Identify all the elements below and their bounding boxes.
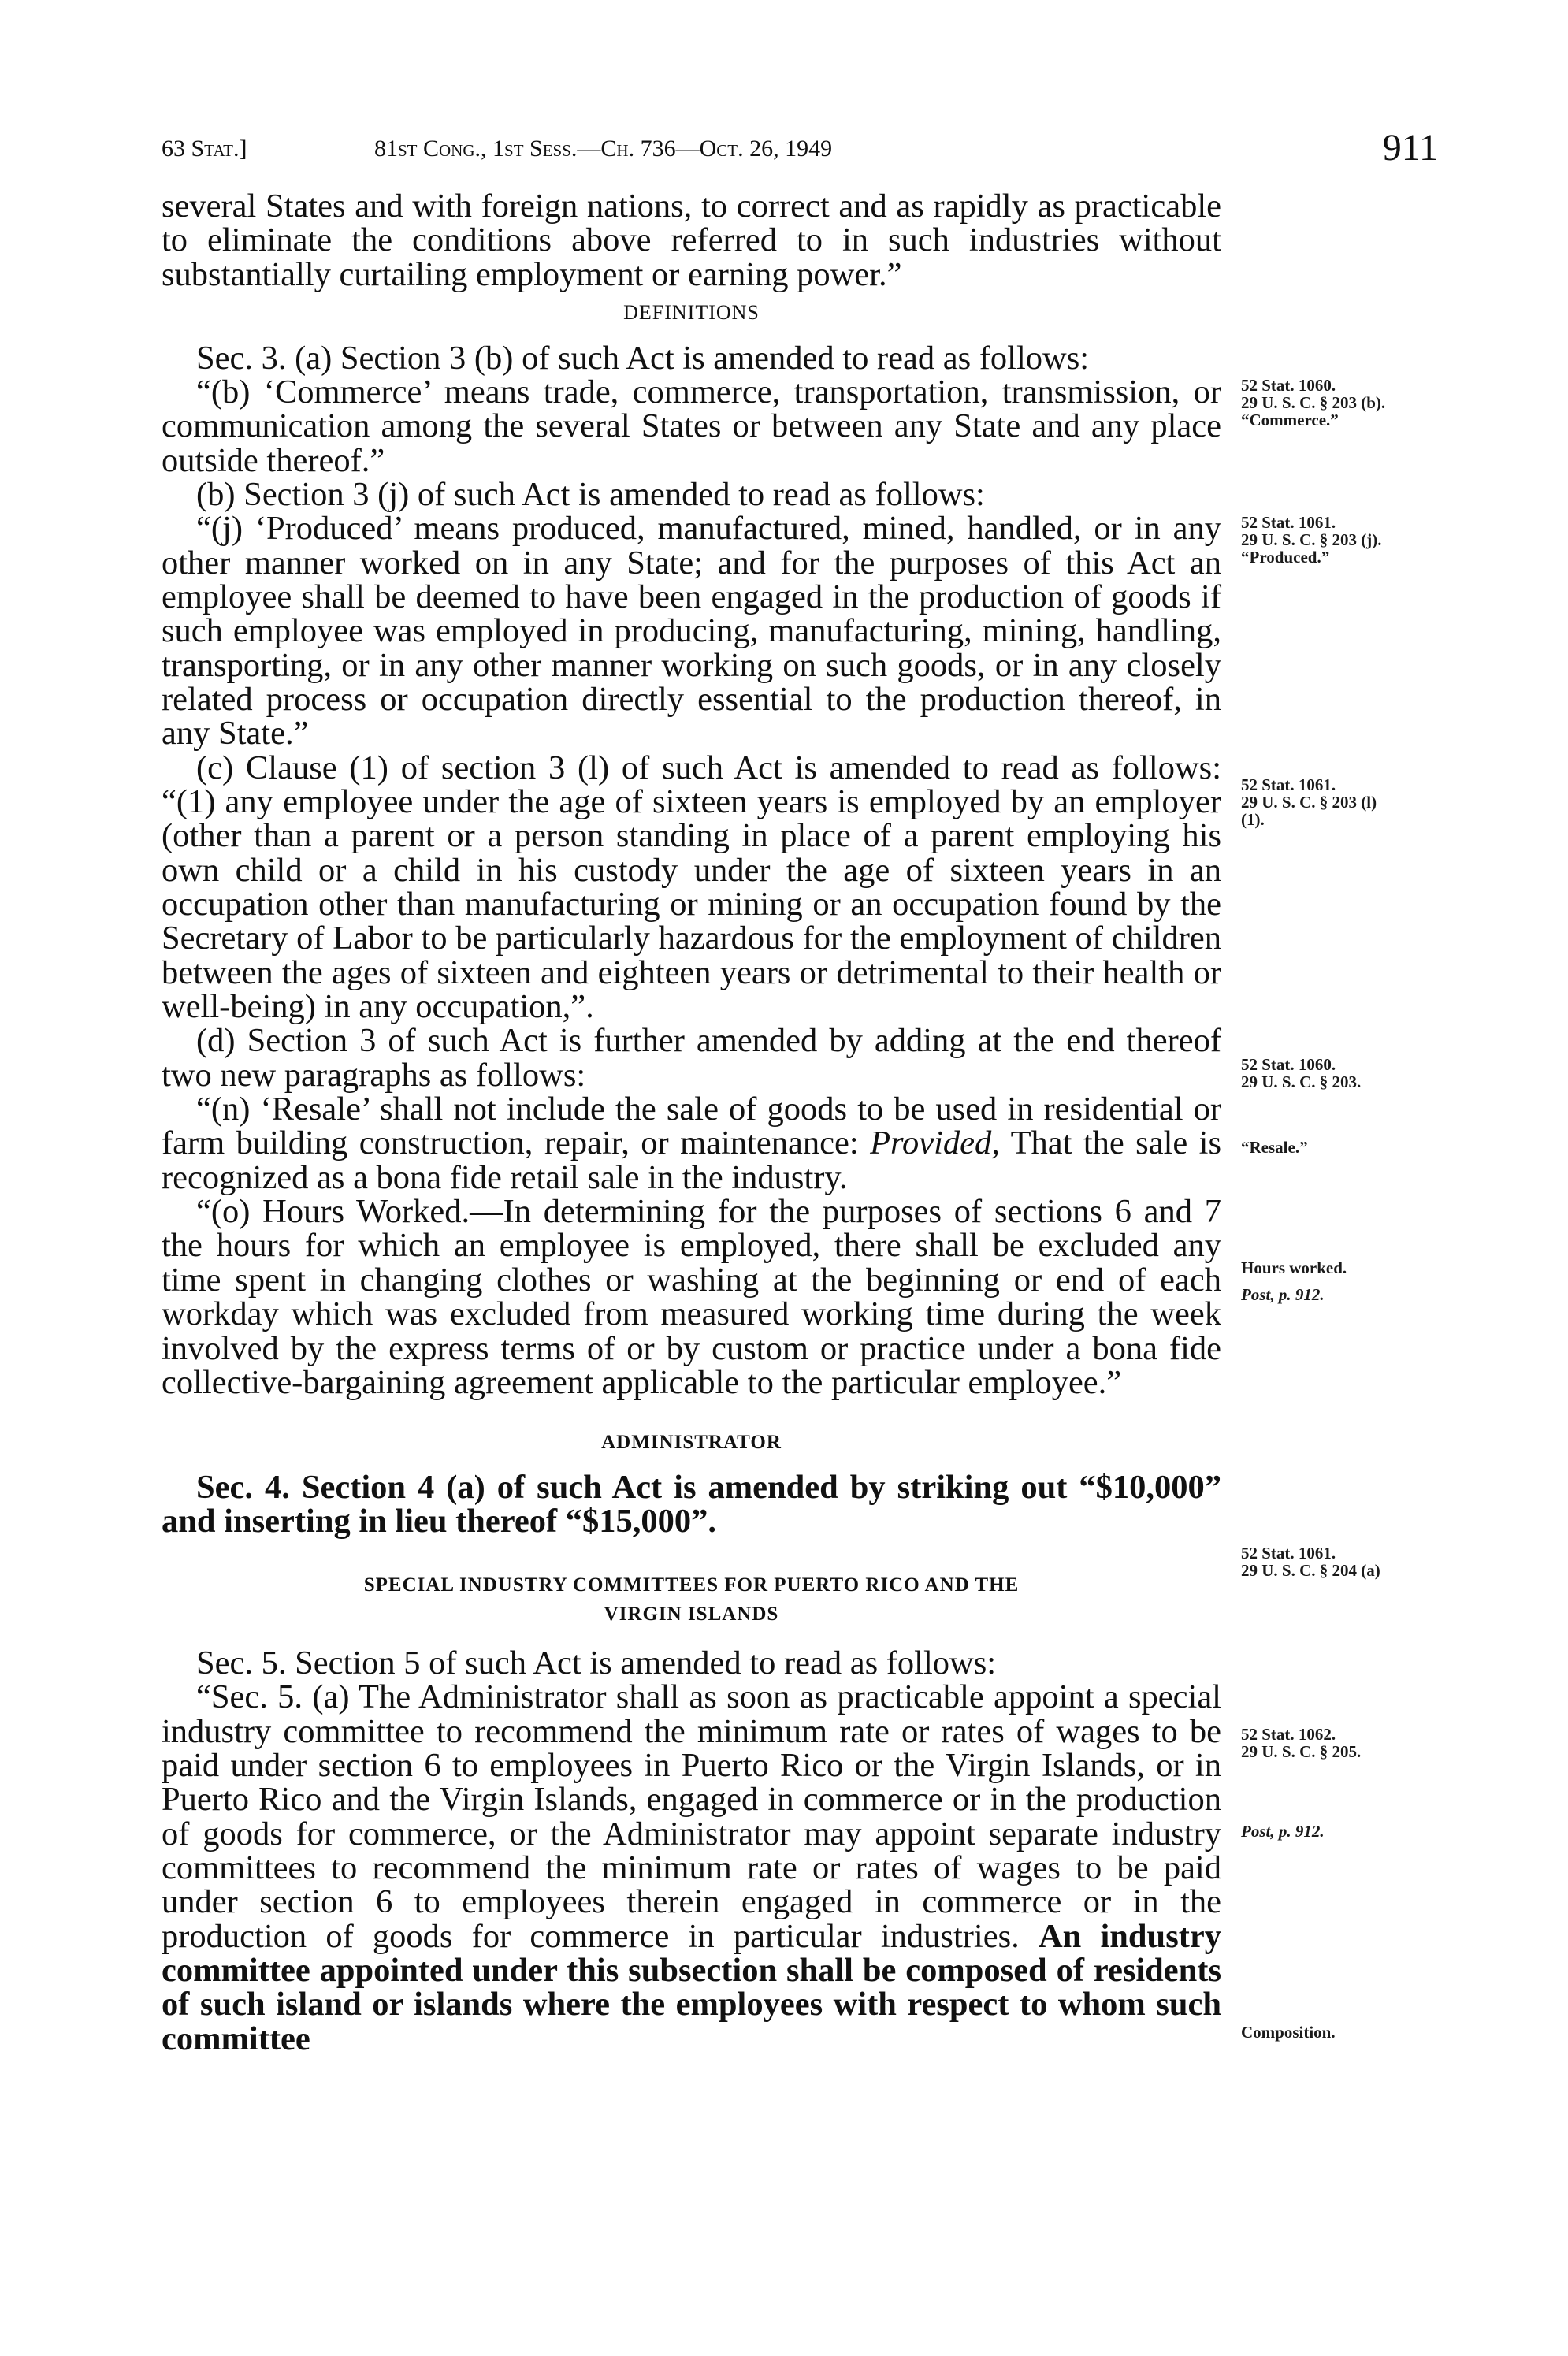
body-text xyxy=(162,189,1221,2056)
margin-note-sec5: 52 Stat. 1062. 29 U. S. C. § 205. xyxy=(1241,1725,1362,1762)
sec3-a: Sec. 3. (a) Section 3 (b) of such Act is amended to read as follows: xyxy=(196,339,1090,377)
sec4: Sec. 4. Section 4 (a) of such Act is amended by striking out “$10,000” and inserting in lieu thereof “$15,000”. xyxy=(162,1468,1221,1540)
sec3-b-text: “(j) ‘Produced’ means produced, manufactured, mined, handled, or in any other manner worked on in any State; and for the purposes of this Act an employee shall be deemed to have been engaged in the production of goods if such employee was employed in producing, manufacturing, mining, handling, transporting, or in any other manner working on such goods, or in any closely related process or occupation directly essential to the production thereof, in any State.” xyxy=(162,510,1221,753)
margin-note-hours-worked: Hours worked. xyxy=(1241,1258,1347,1277)
opening-paragraph: several States and with foreign nations, to correct and as rapidly as practicable to eliminate the conditions above referred to in such industries without substantially curtailing employment or earning power.” xyxy=(162,188,1221,293)
special-heading-line1: SPECIAL INDUSTRY COMMITTEES FOR PUERTO RICO AND THE xyxy=(363,1574,1020,1596)
margin-note-commerce: 52 Stat. 1060. 29 U. S. C. § 203 (b). “Commerce.” xyxy=(1241,376,1386,430)
sec5-a-text: “Sec. 5. (a) The Administrator shall as soon as practicable appoint a special industry committee to recommend the minimum rate or rates of wages to be paid under section 6 to employees in Puerto Rico or the Virgin Islands, or in Puerto Rico and the Virgin Islands, engaged in commerce or in the production of goods for commerce, or the Administrator may appoint separate industry committees to recommend the minimum rate or rates of wages to be paid under section 6 to employees therein engaged in commerce or in the production of goods for commerce in particular industries. xyxy=(162,1678,1221,1955)
margin-note-post-912: Post, p. 912. xyxy=(1241,1285,1325,1304)
sec3-n-provided: Provided, xyxy=(870,1124,1000,1162)
special-heading-line2: VIRGIN ISLANDS xyxy=(604,1603,779,1625)
administrator-heading: ADMINISTRATOR xyxy=(601,1432,782,1454)
sec3-c: (c) Clause (1) of section 3 (l) of such Act is amended to read as follows: “(1) any employee under the age of sixteen years is employed by an employer (other than a parent or a person standing in place of a parent employing his own child or a child in his custody under the age of sixteen years in an occupation other than manufacturing or mining or an occupation found by the Secretary of Labor to be particularly hazardous for the employment of children between the ages of sixteen and eighteen years or detrimental to their health or well-being) in any occupation,”. xyxy=(162,749,1221,1026)
congress-session-chapter: 81st Cong., 1st Sess.—Ch. 736—Oct. 26, 1949 xyxy=(374,136,833,162)
statute-volume: 63 Stat.] xyxy=(162,136,247,162)
definitions-heading: DEFINITIONS xyxy=(623,301,760,325)
sec3-o: “(o) Hours Worked.—In determining for the purposes of sections 6 and 7 the hours for which an employee is employed, there shall be excluded any time spent in changing clothes or washing at the beginning or end of each workday which was excluded from measured working time during the week involved by the express terms of or by custom or practice under a bona fide collective-bargaining agreement applicable to the particular employee.” xyxy=(162,1193,1221,1401)
sec5-a-bold: An industry committee appointed under this subsection shall be composed of residents of such island or islands where the employees with respect to whom such committee xyxy=(162,1917,1222,2057)
sec3-n-end: That the sale is recognized as a bona fide retail sale in the industry. xyxy=(162,1124,1222,1196)
sec5-a xyxy=(162,1680,1221,2056)
page-number: 911 xyxy=(1382,127,1438,169)
sec3-d: (d) Section 3 of such Act is further amended by adding at the end thereof two new paragraphs as follows: xyxy=(162,1022,1221,1094)
sec5: Sec. 5. Section 5 of such Act is amended to read as follows: xyxy=(196,1644,997,1682)
margin-note-composition: Composition. xyxy=(1241,2023,1336,2042)
margin-note-sec3: 52 Stat. 1060. 29 U. S. C. § 203. xyxy=(1241,1055,1362,1092)
margin-note-resale: “Resale.” xyxy=(1241,1138,1308,1157)
page-header xyxy=(162,126,1438,173)
sec3-n xyxy=(162,1092,1221,1195)
margin-note-clause-1: 52 Stat. 1061. 29 U. S. C. § 203 (l) (1). xyxy=(1241,775,1377,830)
margin-note-produced: 52 Stat. 1061. 29 U. S. C. § 203 (j). “Produced.” xyxy=(1241,513,1382,567)
sec3-b: (b) Section 3 (j) of such Act is amended to read as follows: xyxy=(196,475,985,513)
sec3-n-start: “(n) ‘Resale’ shall not include the sale of goods to be used in residential or farm building construction, repair, or maintenance: xyxy=(162,1091,1221,1162)
margin-note-post-912-b: Post, p. 912. xyxy=(1241,1822,1325,1841)
special-industry-heading xyxy=(162,1571,1221,1629)
margin-note-sec4: 52 Stat. 1061. 29 U. S. C. § 204 (a) xyxy=(1241,1544,1380,1581)
sec3-a-text: “(b) ‘Commerce’ means trade, commerce, transportation, transmission, or communication among the several States or between any State and any place outside thereof.” xyxy=(162,373,1221,479)
